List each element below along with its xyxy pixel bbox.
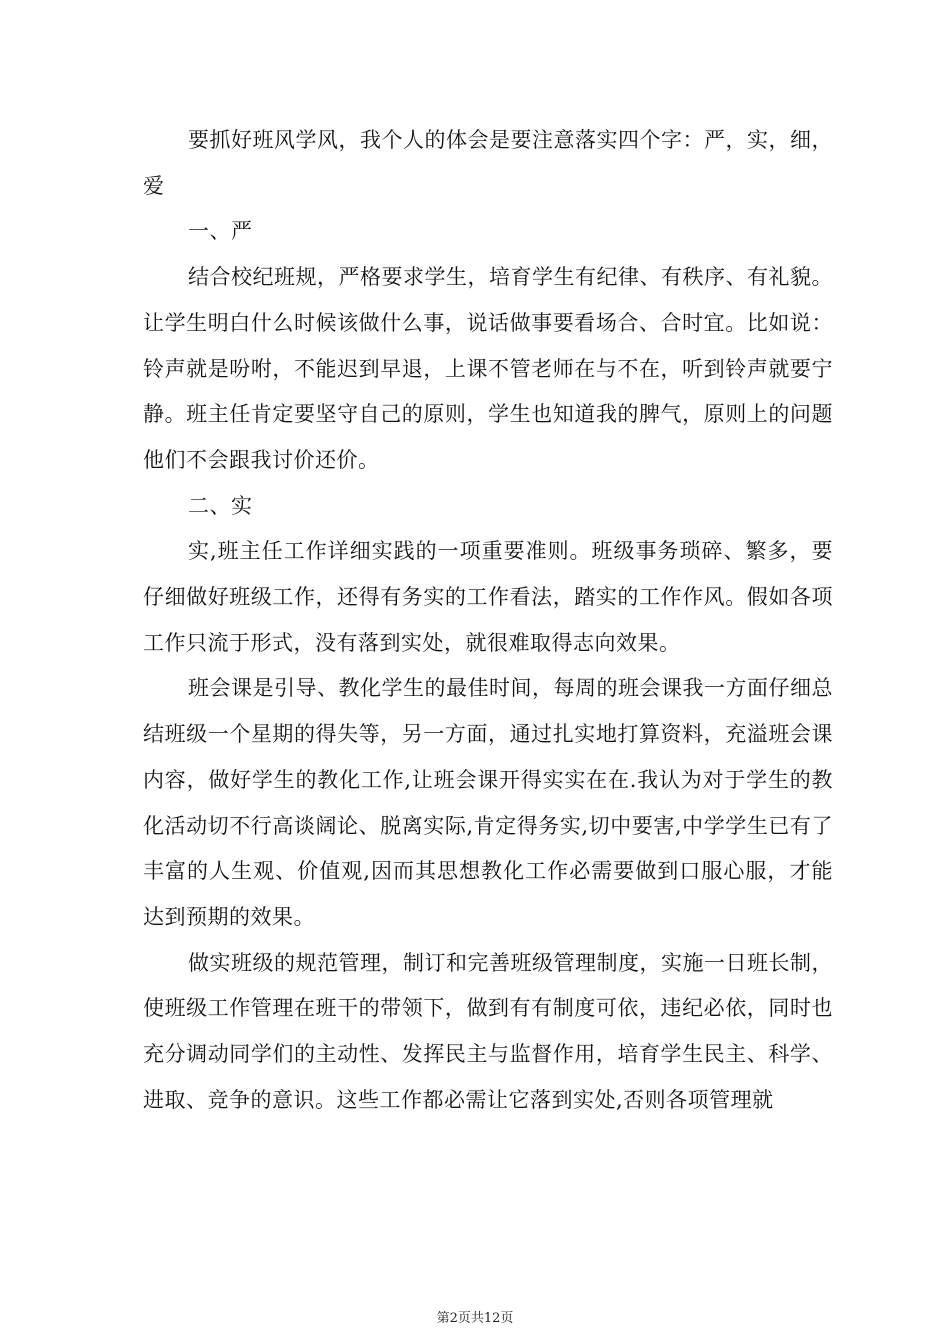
page-number-footer: 第2页共12页: [436, 1311, 514, 1326]
section-heading-strict: 一、严: [188, 219, 253, 244]
section-heading-practical: 二、实: [188, 493, 253, 518]
practical-paragraph-1: 实,班主任工作详细实践的一项重要准则。班级事务琐碎、繁多，要仔细做好班级工作，还得有务实的工作看法，踏实的工作作风。假如各项工作只流于形式，没有落到实处，就很难取得志向效果。: [143, 539, 833, 655]
document-body: [143, 118, 833, 1123]
intro-paragraph: 要抓好班风学风，我个人的体会是要注意落实四个字：严，实，细，爱: [143, 128, 833, 198]
practical-paragraph-2: 班会课是引导、教化学生的最佳时间，每周的班会课我一方面仔细总结班级一个星期的得失等，另一方面，通过扎实地打算资料，充溢班会课内容，做好学生的教化工作,让班会课开得实实在在.我认为对于学生的教化活动切不行高谈阔论、脱离实际,肯定得务实,切中要害,中学学生已有了丰富的人生观、价值观,因而其思想教化工作必需要做到口服心服，才能达到预期的效果。: [143, 676, 833, 929]
practical-paragraph-3: 做实班级的规范管理，制订和完善班级管理制度，实施一日班长制，使班级工作管理在班干的带领下，做到有有制度可依，违纪必依，同时也充分调动同学们的主动性、发挥民主与监督作用，培育学生民主、科学、进取、竞争的意识。这些工作都必需让它落到实处,否则各项管理就: [143, 950, 833, 1112]
strict-paragraph: 结合校纪班规，严格要求学生，培育学生有纪律、有秩序、有礼貌。让学生明白什么时候该做什么事，说话做事要看场合、合时宜。比如说：铃声就是吩咐，不能迟到早退，上课不管老师在与不在，听到铃声就要宁静。班主任肯定要坚守自己的原则，学生也知道我的脾气，原则上的问题他们不会跟我讨价还价。: [143, 265, 833, 472]
